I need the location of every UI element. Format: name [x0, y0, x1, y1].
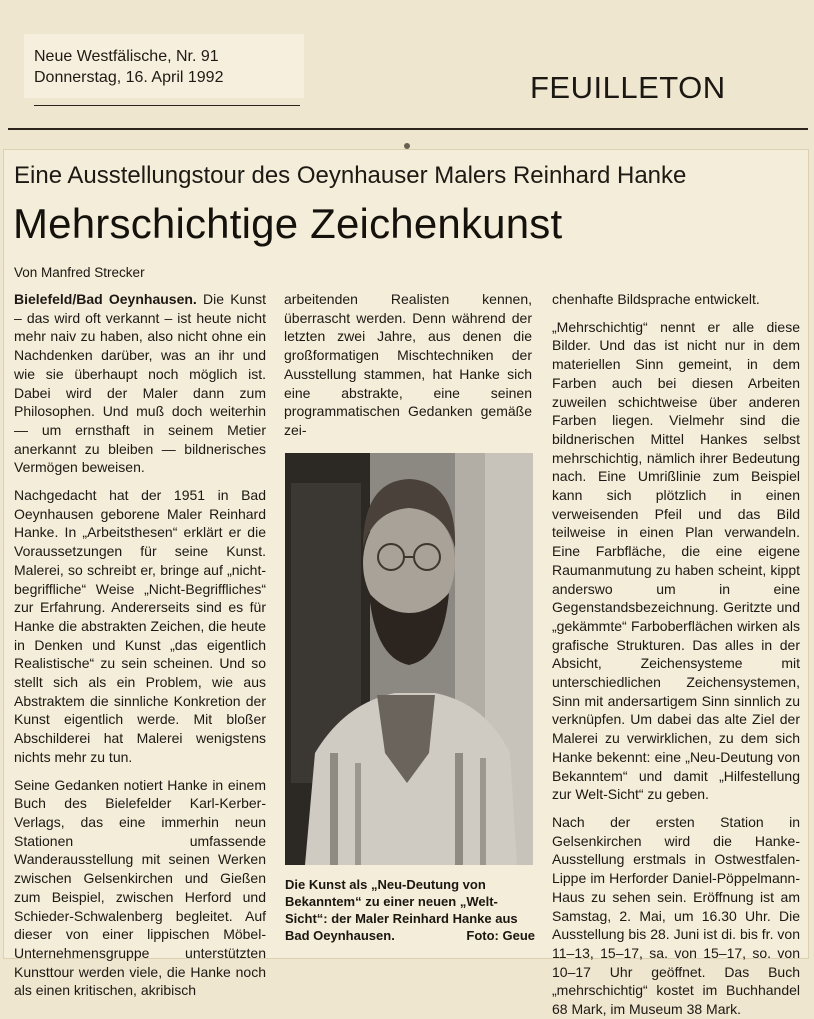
paragraph-1-text: Die Kunst – das wird oft verkannt – ist heute nicht mehr naiv zu haben, also nicht ohne ein Nachdenken darüber, was an ihr und wie sie überhaupt noch möglich ist. Dabei wird der Maler dann zum Philosophen. Und muß doch weiterhin — um ernsthaft in seinem Metier anerkannt zu bleiben — bildnerisches Vermögen beweisen. [14, 291, 267, 476]
portrait-image [285, 453, 533, 865]
paragraph-4: arbeitenden Realisten kennen, überrascht werden. Denn während der letzten zwei Jahre, aus denen die großformatigen Mischtechniken der Ausstellung stammen, hat Hanke sich eine abstrakte, eine seinen programmatischen Gedanken gemäße zei- [284, 291, 532, 438]
article-column-1 [14, 290, 266, 1000]
paragraph-7: Nach der ersten Station in Gelsenkirchen wird die Hanke-Ausstellung erstmals in Ostwestfalen-Lippe im Herforder Daniel-Pöppelmann-Haus zu sehen sein. Eröffnung ist am Samstag, 2. Mai, um 16.30 Uhr. Die Ausstellung bis 28. Juni ist di. bis fr. von 11–13, 15–17, sa. von 15–17, so. von 10–17 Uhr geöffnet. Das Buch „mehrschichtig“ kostet im Buchhandel 68 Mark, im Museum 38 Mark. [552, 813, 800, 1018]
article-kicker: Eine Ausstellungstour des Oeynhauser Malers Reinhard Hanke [14, 162, 687, 189]
paragraph-2: Nachgedacht hat der 1951 in Bad Oeynhausen geborene Maler Reinhard Hanke. In „Arbeitsthesen“ erklärt er die Voraussetzungen für seine Kunst. Malerei, so schreibt er, bringe auf „nicht-begriffliche“ Weise „Nicht-Begriffliches“ zur Erfahrung. Andererseits sind es für Hanke die abstrakten Zeichen, die heute in Denken und Kunst „das eigentlich Realistische“ zu sein scheinen. Und so stellt sich als ein Problem, wie aus Abstraktem die sinnliche Konkretion der Kunst eigentlich werde. Mit bloßer Abschilderei hat Malerei wenigstens nichts mehr zu tun. [14, 487, 266, 765]
section-rule [8, 128, 808, 130]
paragraph-3: Seine Gedanken notiert Hanke in einem Buch des Bielefelder Karl-Kerber-Verlags, das eine immerhin neun Stationen umfassende Wanderausstellung mit seinen Werken zwischen Gelsenkirchen und Gießen zum Beispiel, zwischen Herford und Schieder-Schwalenberg begleitet. Auf dieser von einer lippischen Möbel-Unternehmensgruppe unterstützten Kunsttour werden viele, die Hanke noch als einen kritischen, akribisch [14, 776, 266, 999]
caption-text: Die Kunst als „Neu-Deutung von Bekanntem“ zu einer neuen „Welt-Sicht“: der Maler Reinhard Hanke aus Bad Oeynhausen. [285, 877, 518, 943]
article-headline: Mehrschichtige Zeichenkunst [13, 200, 563, 247]
paragraph-1 [14, 290, 266, 477]
dateline: Bielefeld/Bad Oeynhausen. [14, 291, 197, 307]
article-column-2 [284, 290, 532, 440]
masthead-rule [34, 105, 300, 106]
photo-credit: Foto: Geue [466, 928, 535, 943]
article-byline: Von Manfred Strecker [14, 265, 145, 280]
paper-issue: Neue Westfälische, Nr. 91 [34, 48, 219, 65]
section-label: FEUILLETON [530, 70, 726, 105]
paragraph-5: chenhafte Bildsprache entwickelt. [552, 291, 760, 307]
paragraph-6: „Mehrschichtig“ nennt er alle diese Bilder. Und das ist nicht nur in dem materiellen Sinn gemeint, in dem Farben auch bei diesen Arbeiten zuweilen schichtweise über anderen Farben liegen. Vielmehr sind die bildnerischen Mittel Hankes selbst mehrschichtig, nämlich ihrer Bedeutung nach. Eine Umrißlinie zum Beispiel kann sich plötzlich in einen verweisenden Pfeil und das Bild teilweise in einen Plan verwandeln. Eine Farbfläche, die eine eigene Raumanmutung zu haben scheint, kippt anderswo um in eine Gegenstandsbezeichnung. Geritzte und „gekämmte“ Farboberflächen wirken als grafische Strukturen. Das alles in der Absicht, Zeichensysteme mit unterschiedlichen Zeichensystemen, Sinn mit andersartigem Sinn sinnlich zu verknüpfen. Um dabei das alte Ziel der Malerei zu verwirklichen, zu dem sich Hanke bekennt: eine „Neu-Deutung von Bekanntem“ und damit „Hilfestellung zur Welt-Sicht“ zu geben. [552, 318, 800, 803]
ornament-icon [404, 143, 410, 149]
issue-date: Donnerstag, 16. April 1992 [34, 69, 224, 86]
article-column-3 [552, 290, 800, 1019]
photo-caption [285, 876, 535, 944]
artist-photo [285, 453, 533, 865]
